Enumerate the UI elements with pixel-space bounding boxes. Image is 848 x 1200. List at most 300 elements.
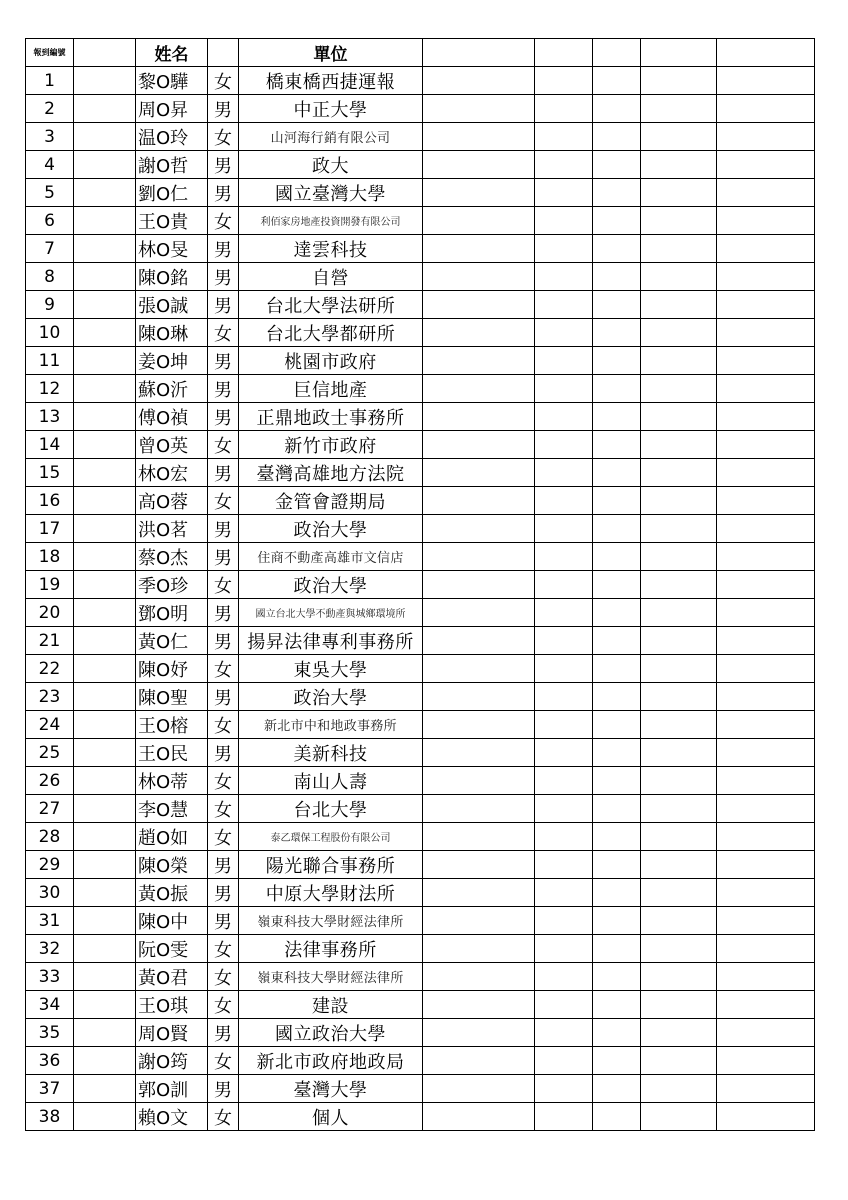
row-blank <box>74 375 136 403</box>
row-empty-5 <box>717 319 815 347</box>
table-row <box>26 879 815 907</box>
row-empty-5 <box>717 207 815 235</box>
row-empty-3 <box>593 263 641 291</box>
row-empty-3 <box>593 599 641 627</box>
header-name: 姓名 <box>136 39 208 67</box>
row-empty-1 <box>423 151 535 179</box>
row-number: 8 <box>26 263 74 291</box>
row-empty-1 <box>423 1103 535 1131</box>
row-name: 黎O驊 <box>136 67 208 95</box>
row-blank <box>74 1019 136 1047</box>
row-sex: 男 <box>208 599 239 627</box>
row-empty-5 <box>717 739 815 767</box>
row-unit: 新北市政府地政局 <box>239 1047 423 1075</box>
row-sex: 男 <box>208 263 239 291</box>
row-empty-5 <box>717 1103 815 1131</box>
row-name: 阮O雯 <box>136 935 208 963</box>
row-number: 3 <box>26 123 74 151</box>
table-row <box>26 907 815 935</box>
table-row <box>26 291 815 319</box>
table-row <box>26 991 815 1019</box>
row-empty-1 <box>423 851 535 879</box>
row-empty-5 <box>717 991 815 1019</box>
row-empty-2 <box>535 67 593 95</box>
header-empty-2 <box>535 39 593 67</box>
row-empty-1 <box>423 963 535 991</box>
row-empty-5 <box>717 459 815 487</box>
row-empty-3 <box>593 95 641 123</box>
row-empty-1 <box>423 1019 535 1047</box>
row-blank <box>74 207 136 235</box>
row-empty-1 <box>423 67 535 95</box>
table-row <box>26 67 815 95</box>
row-empty-3 <box>593 627 641 655</box>
row-blank <box>74 571 136 599</box>
row-sex: 男 <box>208 347 239 375</box>
row-empty-3 <box>593 1047 641 1075</box>
table-row <box>26 319 815 347</box>
row-empty-4 <box>641 711 717 739</box>
row-empty-3 <box>593 235 641 263</box>
row-blank <box>74 935 136 963</box>
row-empty-3 <box>593 1019 641 1047</box>
row-empty-3 <box>593 1103 641 1131</box>
row-number: 26 <box>26 767 74 795</box>
row-empty-5 <box>717 879 815 907</box>
row-empty-5 <box>717 543 815 571</box>
row-number: 35 <box>26 1019 74 1047</box>
row-unit: 新北市中和地政事務所 <box>239 711 423 739</box>
row-name: 趙O如 <box>136 823 208 851</box>
row-name: 李O慧 <box>136 795 208 823</box>
row-blank <box>74 1103 136 1131</box>
row-blank <box>74 627 136 655</box>
row-sex: 男 <box>208 879 239 907</box>
row-name: 王O琪 <box>136 991 208 1019</box>
row-empty-2 <box>535 851 593 879</box>
row-name: 張O誠 <box>136 291 208 319</box>
row-empty-4 <box>641 207 717 235</box>
row-name: 陳O榮 <box>136 851 208 879</box>
row-empty-4 <box>641 515 717 543</box>
table-row <box>26 1103 815 1131</box>
row-empty-5 <box>717 1047 815 1075</box>
row-empty-3 <box>593 683 641 711</box>
row-empty-5 <box>717 347 815 375</box>
row-sex: 女 <box>208 795 239 823</box>
row-sex: 男 <box>208 403 239 431</box>
table-row <box>26 571 815 599</box>
row-blank <box>74 823 136 851</box>
row-name: 林O蒂 <box>136 767 208 795</box>
row-empty-5 <box>717 767 815 795</box>
row-number: 12 <box>26 375 74 403</box>
row-empty-5 <box>717 795 815 823</box>
row-empty-4 <box>641 907 717 935</box>
row-empty-1 <box>423 235 535 263</box>
row-name: 傅O禎 <box>136 403 208 431</box>
row-blank <box>74 543 136 571</box>
table-row <box>26 403 815 431</box>
row-sex: 女 <box>208 67 239 95</box>
table-row <box>26 487 815 515</box>
row-empty-2 <box>535 179 593 207</box>
row-empty-4 <box>641 403 717 431</box>
row-empty-3 <box>593 431 641 459</box>
row-number: 21 <box>26 627 74 655</box>
row-empty-1 <box>423 627 535 655</box>
row-name: 黃O振 <box>136 879 208 907</box>
row-empty-3 <box>593 459 641 487</box>
table-row <box>26 459 815 487</box>
row-empty-3 <box>593 123 641 151</box>
row-unit: 橋東橋西捷運報 <box>239 67 423 95</box>
row-empty-4 <box>641 431 717 459</box>
row-unit: 陽光聯合事務所 <box>239 851 423 879</box>
row-name: 黃O仁 <box>136 627 208 655</box>
header-empty-5 <box>717 39 815 67</box>
row-empty-1 <box>423 599 535 627</box>
table-row <box>26 599 815 627</box>
row-name: 洪O茗 <box>136 515 208 543</box>
row-name: 曾O英 <box>136 431 208 459</box>
row-number: 4 <box>26 151 74 179</box>
header-empty-3 <box>593 39 641 67</box>
row-empty-2 <box>535 543 593 571</box>
row-empty-1 <box>423 319 535 347</box>
row-empty-3 <box>593 487 641 515</box>
row-empty-5 <box>717 123 815 151</box>
row-empty-4 <box>641 1047 717 1075</box>
row-empty-3 <box>593 963 641 991</box>
row-unit: 新竹市政府 <box>239 431 423 459</box>
row-number: 32 <box>26 935 74 963</box>
row-empty-1 <box>423 991 535 1019</box>
table-row <box>26 263 815 291</box>
row-empty-5 <box>717 963 815 991</box>
row-sex: 男 <box>208 907 239 935</box>
row-blank <box>74 151 136 179</box>
row-empty-5 <box>717 515 815 543</box>
row-empty-2 <box>535 235 593 263</box>
row-sex: 男 <box>208 235 239 263</box>
row-empty-2 <box>535 431 593 459</box>
row-name: 陳O銘 <box>136 263 208 291</box>
row-blank <box>74 515 136 543</box>
row-empty-2 <box>535 1075 593 1103</box>
table-row <box>26 179 815 207</box>
row-empty-2 <box>535 1103 593 1131</box>
table-row <box>26 123 815 151</box>
row-sex: 男 <box>208 95 239 123</box>
row-sex: 男 <box>208 683 239 711</box>
row-blank <box>74 795 136 823</box>
row-number: 7 <box>26 235 74 263</box>
row-empty-1 <box>423 907 535 935</box>
row-empty-2 <box>535 291 593 319</box>
row-name: 高O蓉 <box>136 487 208 515</box>
row-empty-4 <box>641 235 717 263</box>
row-number: 10 <box>26 319 74 347</box>
row-empty-1 <box>423 263 535 291</box>
row-unit: 自營 <box>239 263 423 291</box>
row-empty-1 <box>423 879 535 907</box>
row-blank <box>74 1047 136 1075</box>
table-row <box>26 235 815 263</box>
header-row <box>26 39 815 67</box>
row-empty-5 <box>717 67 815 95</box>
row-sex: 女 <box>208 571 239 599</box>
row-unit: 臺灣大學 <box>239 1075 423 1103</box>
row-unit: 嶺東科技大學財經法律所 <box>239 907 423 935</box>
row-empty-1 <box>423 123 535 151</box>
row-number: 33 <box>26 963 74 991</box>
row-sex: 女 <box>208 823 239 851</box>
row-unit: 政治大學 <box>239 515 423 543</box>
row-empty-4 <box>641 291 717 319</box>
row-empty-3 <box>593 879 641 907</box>
row-empty-3 <box>593 823 641 851</box>
row-empty-4 <box>641 795 717 823</box>
row-empty-4 <box>641 879 717 907</box>
row-number: 11 <box>26 347 74 375</box>
row-empty-1 <box>423 543 535 571</box>
row-empty-2 <box>535 823 593 851</box>
row-number: 34 <box>26 991 74 1019</box>
row-sex: 男 <box>208 375 239 403</box>
row-empty-1 <box>423 487 535 515</box>
row-empty-5 <box>717 823 815 851</box>
row-blank <box>74 767 136 795</box>
row-number: 30 <box>26 879 74 907</box>
row-empty-3 <box>593 515 641 543</box>
row-empty-4 <box>641 543 717 571</box>
row-blank <box>74 907 136 935</box>
row-blank <box>74 403 136 431</box>
row-empty-3 <box>593 403 641 431</box>
row-empty-5 <box>717 179 815 207</box>
row-empty-5 <box>717 1019 815 1047</box>
row-sex: 男 <box>208 1019 239 1047</box>
table-row <box>26 207 815 235</box>
row-unit: 南山人壽 <box>239 767 423 795</box>
header-unit: 單位 <box>239 39 423 67</box>
row-number: 19 <box>26 571 74 599</box>
row-empty-2 <box>535 739 593 767</box>
row-empty-3 <box>593 543 641 571</box>
row-empty-4 <box>641 319 717 347</box>
row-empty-4 <box>641 767 717 795</box>
row-blank <box>74 1075 136 1103</box>
row-blank <box>74 319 136 347</box>
row-empty-4 <box>641 963 717 991</box>
row-empty-2 <box>535 1019 593 1047</box>
row-unit: 美新科技 <box>239 739 423 767</box>
row-name: 劉O仁 <box>136 179 208 207</box>
row-unit: 利佰家房地產投資開發有限公司 <box>239 207 423 235</box>
row-number: 37 <box>26 1075 74 1103</box>
table-row <box>26 1075 815 1103</box>
row-blank <box>74 851 136 879</box>
row-empty-3 <box>593 67 641 95</box>
table-row <box>26 851 815 879</box>
row-empty-1 <box>423 431 535 459</box>
row-empty-2 <box>535 907 593 935</box>
row-empty-2 <box>535 795 593 823</box>
row-empty-2 <box>535 487 593 515</box>
row-empty-4 <box>641 347 717 375</box>
row-name: 郭O訓 <box>136 1075 208 1103</box>
row-blank <box>74 487 136 515</box>
row-empty-4 <box>641 375 717 403</box>
row-name: 温O玲 <box>136 123 208 151</box>
table-row <box>26 1019 815 1047</box>
row-empty-3 <box>593 851 641 879</box>
row-empty-4 <box>641 151 717 179</box>
row-empty-5 <box>717 487 815 515</box>
row-unit: 桃園市政府 <box>239 347 423 375</box>
row-empty-2 <box>535 263 593 291</box>
row-empty-3 <box>593 739 641 767</box>
row-empty-5 <box>717 263 815 291</box>
header-empty-1 <box>423 39 535 67</box>
row-empty-2 <box>535 991 593 1019</box>
table-row <box>26 627 815 655</box>
row-number: 22 <box>26 655 74 683</box>
row-empty-4 <box>641 935 717 963</box>
row-sex: 女 <box>208 123 239 151</box>
table-row <box>26 1047 815 1075</box>
row-name: 蘇O沂 <box>136 375 208 403</box>
row-empty-1 <box>423 683 535 711</box>
row-number: 2 <box>26 95 74 123</box>
row-empty-4 <box>641 599 717 627</box>
row-empty-5 <box>717 599 815 627</box>
row-name: 周O賢 <box>136 1019 208 1047</box>
table-row <box>26 655 815 683</box>
row-name: 蔡O杰 <box>136 543 208 571</box>
table-body <box>26 67 815 1131</box>
row-name: 林O宏 <box>136 459 208 487</box>
row-number: 17 <box>26 515 74 543</box>
row-blank <box>74 235 136 263</box>
row-empty-2 <box>535 515 593 543</box>
row-sex: 女 <box>208 655 239 683</box>
row-empty-2 <box>535 935 593 963</box>
row-empty-2 <box>535 767 593 795</box>
row-empty-1 <box>423 935 535 963</box>
attendance-table <box>25 38 815 1131</box>
row-empty-4 <box>641 67 717 95</box>
row-blank <box>74 291 136 319</box>
row-blank <box>74 459 136 487</box>
row-number: 38 <box>26 1103 74 1131</box>
row-sex: 女 <box>208 319 239 347</box>
row-number: 16 <box>26 487 74 515</box>
row-unit: 政治大學 <box>239 683 423 711</box>
row-empty-2 <box>535 1047 593 1075</box>
row-number: 5 <box>26 179 74 207</box>
row-blank <box>74 431 136 459</box>
table-row <box>26 151 815 179</box>
row-unit: 台北大學 <box>239 795 423 823</box>
table-row <box>26 711 815 739</box>
row-name: 王O民 <box>136 739 208 767</box>
row-sex: 女 <box>208 991 239 1019</box>
row-empty-3 <box>593 795 641 823</box>
row-empty-2 <box>535 151 593 179</box>
row-empty-5 <box>717 571 815 599</box>
row-unit: 東吳大學 <box>239 655 423 683</box>
row-empty-5 <box>717 403 815 431</box>
table-row <box>26 95 815 123</box>
row-name: 姜O坤 <box>136 347 208 375</box>
row-blank <box>74 655 136 683</box>
row-empty-1 <box>423 207 535 235</box>
row-empty-2 <box>535 123 593 151</box>
row-sex: 男 <box>208 851 239 879</box>
row-number: 28 <box>26 823 74 851</box>
row-empty-3 <box>593 179 641 207</box>
table-row <box>26 543 815 571</box>
table-row <box>26 935 815 963</box>
row-empty-1 <box>423 95 535 123</box>
row-number: 36 <box>26 1047 74 1075</box>
row-name: 陳O聖 <box>136 683 208 711</box>
row-empty-4 <box>641 683 717 711</box>
row-empty-5 <box>717 151 815 179</box>
row-blank <box>74 991 136 1019</box>
row-number: 25 <box>26 739 74 767</box>
row-empty-2 <box>535 207 593 235</box>
row-unit: 嶺東科技大學財經法律所 <box>239 963 423 991</box>
row-empty-1 <box>423 291 535 319</box>
row-empty-4 <box>641 739 717 767</box>
table-row <box>26 963 815 991</box>
row-sex: 男 <box>208 739 239 767</box>
row-empty-1 <box>423 767 535 795</box>
row-blank <box>74 739 136 767</box>
row-unit: 政治大學 <box>239 571 423 599</box>
row-empty-3 <box>593 375 641 403</box>
row-blank <box>74 263 136 291</box>
row-empty-5 <box>717 683 815 711</box>
row-sex: 男 <box>208 515 239 543</box>
row-empty-2 <box>535 319 593 347</box>
row-sex: 男 <box>208 1075 239 1103</box>
row-number: 1 <box>26 67 74 95</box>
row-name: 周O昇 <box>136 95 208 123</box>
row-blank <box>74 879 136 907</box>
row-number: 24 <box>26 711 74 739</box>
row-empty-4 <box>641 571 717 599</box>
row-number: 20 <box>26 599 74 627</box>
row-sex: 女 <box>208 207 239 235</box>
row-unit: 中正大學 <box>239 95 423 123</box>
row-blank <box>74 179 136 207</box>
row-name: 陳O琳 <box>136 319 208 347</box>
row-number: 27 <box>26 795 74 823</box>
row-empty-3 <box>593 1075 641 1103</box>
row-empty-1 <box>423 179 535 207</box>
row-empty-4 <box>641 263 717 291</box>
table-row <box>26 739 815 767</box>
row-empty-5 <box>717 291 815 319</box>
row-empty-4 <box>641 627 717 655</box>
row-sex: 女 <box>208 935 239 963</box>
row-name: 王O榕 <box>136 711 208 739</box>
row-empty-5 <box>717 95 815 123</box>
